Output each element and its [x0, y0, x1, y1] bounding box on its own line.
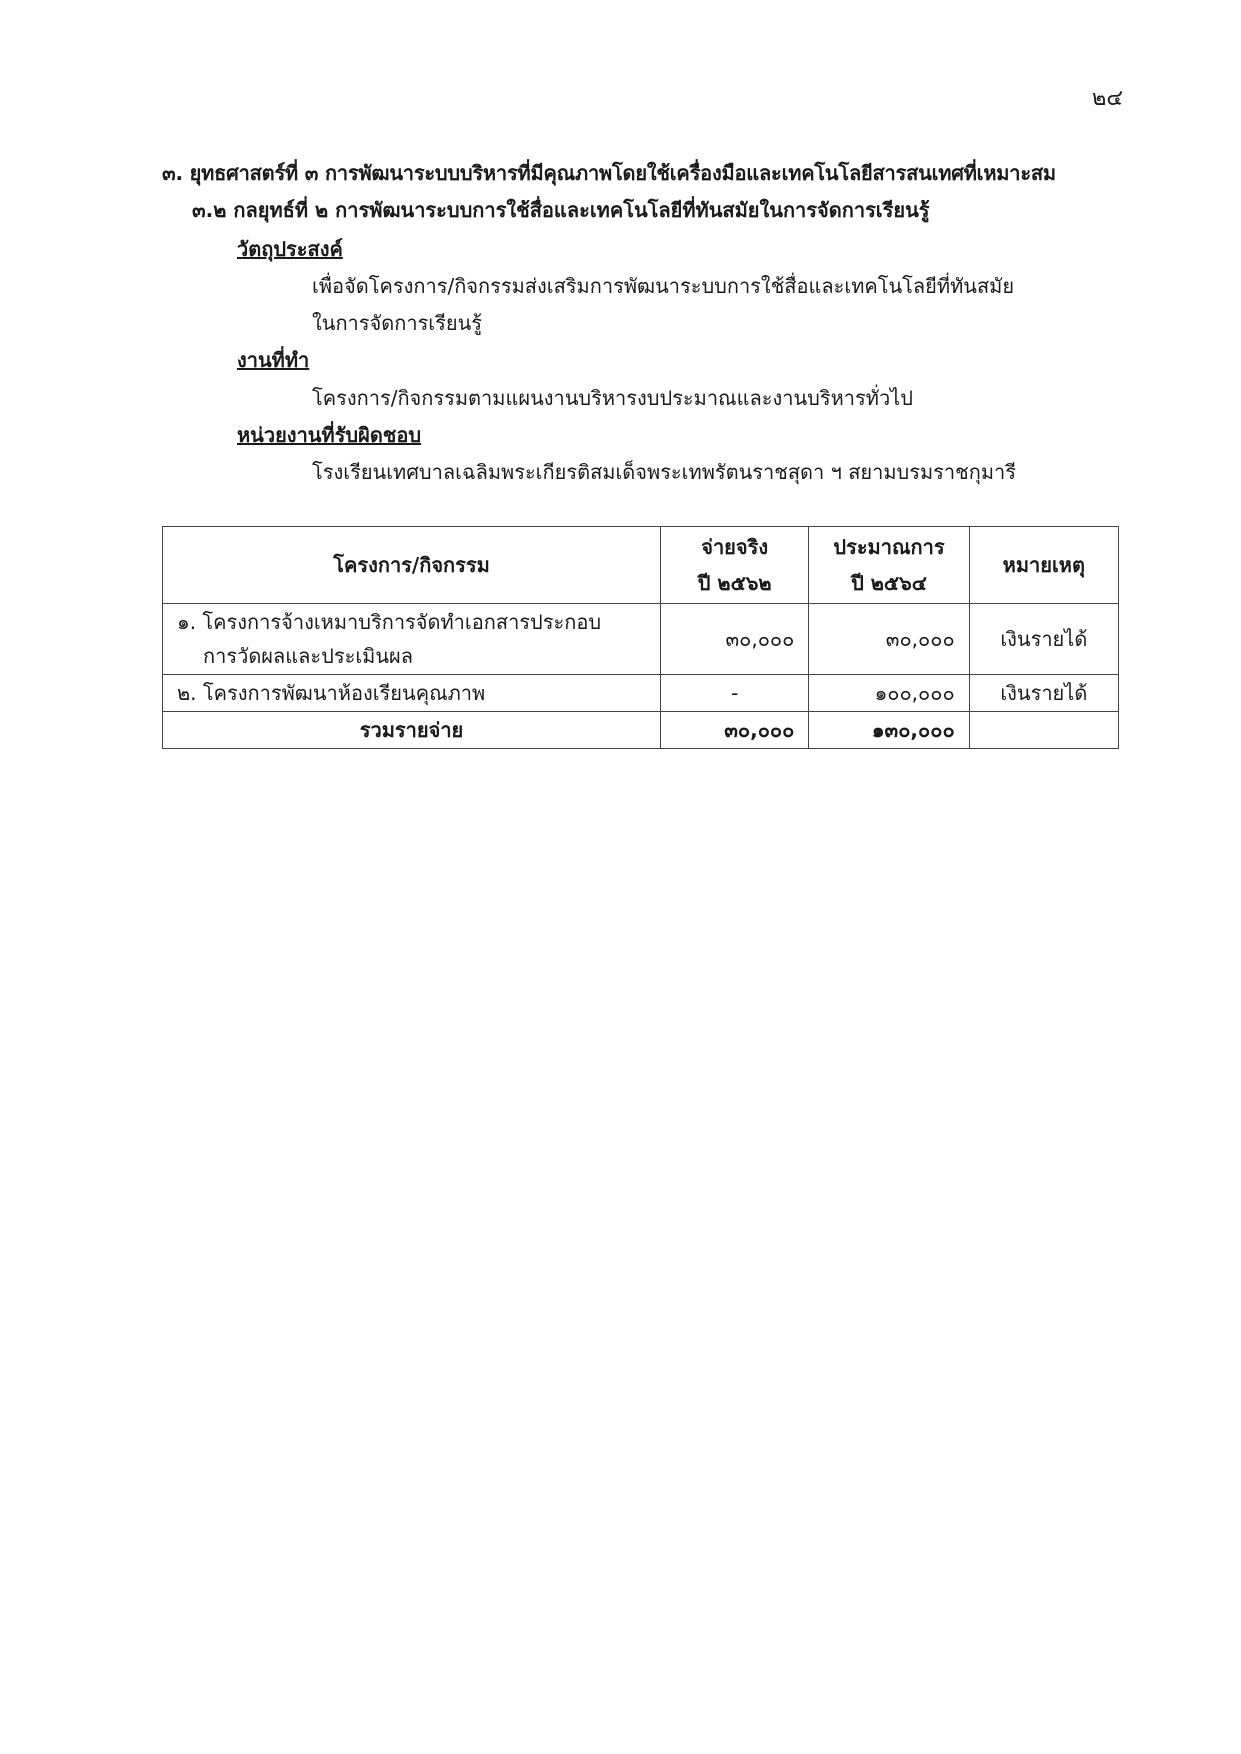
- responsible-text: โรงเรียนเทศบาลเฉลิมพระเกียรติสมเด็จพระเทพรัตนราชสุดา ฯ สยามบรมราชกุมารี: [312, 460, 1016, 484]
- page-number: ๒๔: [1091, 86, 1123, 111]
- responsible-title: หน่วยงานที่รับผิดชอบ: [237, 423, 422, 447]
- objective-text-line2: ในการจัดการเรียนรู้: [312, 311, 483, 335]
- row2-note: เงินรายได้: [969, 675, 1118, 712]
- header-project: โครงการ/กิจกรรม: [163, 527, 661, 604]
- row2-project: ๒. โครงการพัฒนาห้องเรียนคุณภาพ: [163, 675, 661, 712]
- total-note: [969, 712, 1118, 749]
- row1-project-line2: การวัดผลและประเมินผล: [203, 644, 414, 668]
- table-row: [163, 604, 1119, 675]
- total-estimate: ๑๓๐,๐๐๐: [809, 712, 969, 749]
- total-label: รวมรายจ่าย: [163, 712, 661, 749]
- total-actual: ๓๐,๐๐๐: [661, 712, 809, 749]
- budget-table: [162, 526, 1119, 749]
- header-estimate-line1: ประมาณการ: [833, 535, 945, 559]
- tactic-heading: ๓.๒ กลยุทธ์ที่ ๒ การพัฒนาระบบการใช้สื่อและเทคโนโลยีที่ทันสมัยในการจัดการเรียนรู้: [192, 198, 930, 222]
- header-note: หมายเหตุ: [969, 527, 1118, 604]
- row2-actual: -: [661, 675, 809, 712]
- table-row: [163, 675, 1119, 712]
- row1-actual: ๓๐,๐๐๐: [661, 604, 809, 675]
- header-estimate: [809, 527, 969, 604]
- work-title: งานที่ทำ: [237, 348, 310, 372]
- row1-estimate: ๓๐,๐๐๐: [809, 604, 969, 675]
- work-text: โครงการ/กิจกรรมตามแผนงานบริหารงบประมาณและงานบริหารทั่วไป: [312, 386, 913, 410]
- header-actual-line2: ปี ๒๕๖๒: [697, 571, 772, 595]
- header-actual: [661, 527, 809, 604]
- objective-title: วัตถุประสงค์: [237, 237, 343, 261]
- row2-estimate: ๑๐๐,๐๐๐: [809, 675, 969, 712]
- header-estimate-line2: ปี ๒๕๖๔: [851, 571, 927, 595]
- objective-text-line1: เพื่อจัดโครงการ/กิจกรรมส่งเสริมการพัฒนาระบบการใช้สื่อและเทคโนโลยีที่ทันสมัย: [312, 274, 1015, 298]
- header-actual-line1: จ่ายจริง: [701, 535, 769, 559]
- row1-project-line1: ๑. โครงการจ้างเหมาบริการจัดทำเอกสารประกอบ: [177, 610, 602, 634]
- row1-project: [163, 604, 661, 675]
- row1-note: เงินรายได้: [969, 604, 1118, 675]
- table-header-row: [163, 527, 1119, 604]
- table-total-row: [163, 712, 1119, 749]
- strategy-heading: ๓. ยุทธศาสตร์ที่ ๓ การพัฒนาระบบบริหารที่มีคุณภาพโดยใช้เครื่องมือและเทคโนโลยีสารสนเทศที่เหมาะสม: [162, 161, 1056, 185]
